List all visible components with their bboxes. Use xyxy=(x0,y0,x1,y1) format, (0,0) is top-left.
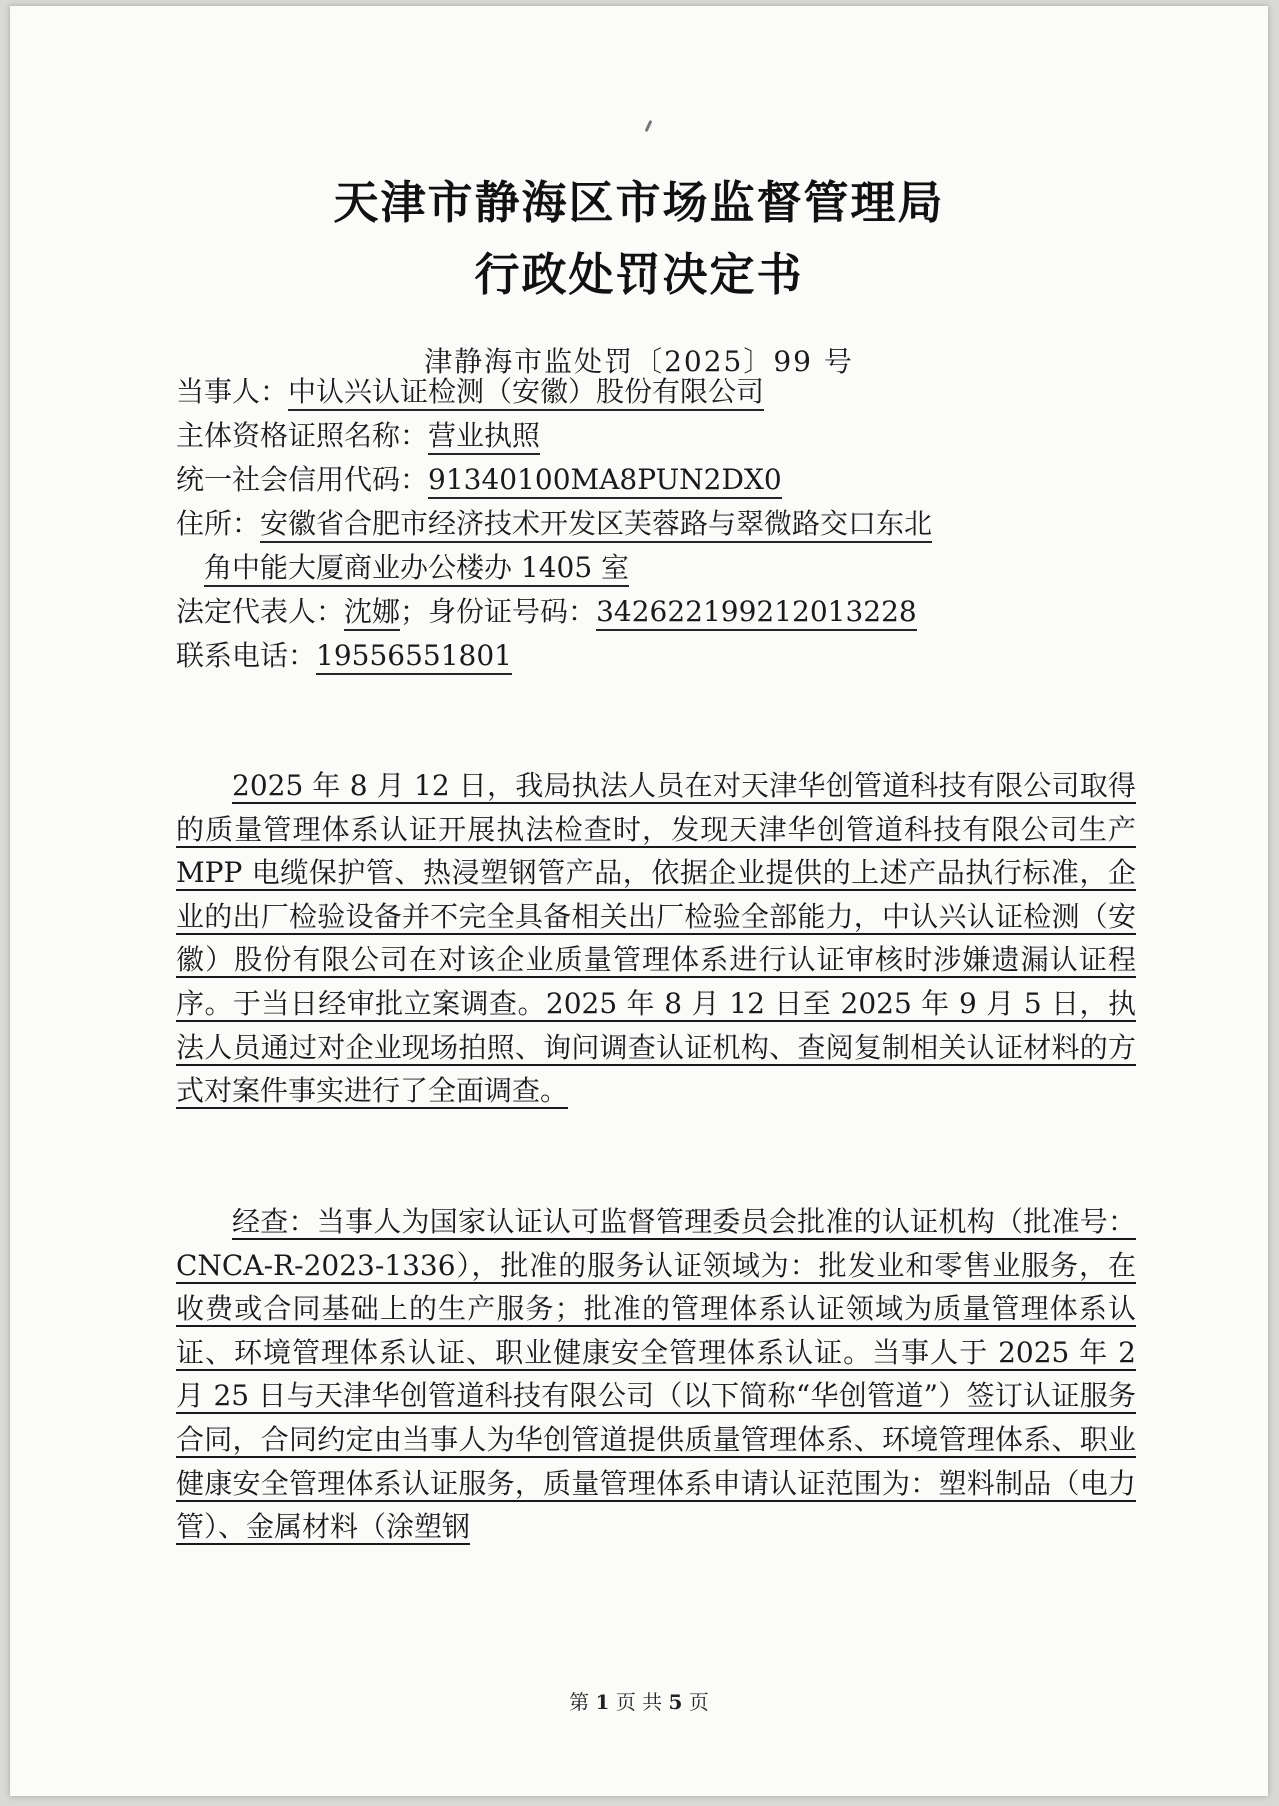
party-name-label: 当事人： xyxy=(176,375,289,408)
id-label: 身份证号码： xyxy=(428,595,597,628)
page-prefix: 第 xyxy=(569,1690,590,1714)
address-row xyxy=(176,502,1136,546)
address-line2: 角中能大厦商业办公楼办 1405 室 xyxy=(204,551,629,587)
address-row-continued xyxy=(176,546,1136,590)
credit-code-row xyxy=(176,458,1136,502)
rep-label: 法定代表人： xyxy=(176,595,345,628)
agency-title: 天津市静海区市场监督管理局 xyxy=(333,176,945,229)
paragraph-investigation xyxy=(176,1200,1136,1549)
representative-row xyxy=(176,590,1136,634)
address-line1: 安徽省合肥市经济技术开发区芙蓉路与翠微路交口东北 xyxy=(260,507,932,543)
document-page xyxy=(10,6,1268,1796)
phone-label: 联系电话： xyxy=(176,639,317,672)
credit-code: 91340100MA8PUN2DX0 xyxy=(428,463,782,499)
credit-code-label: 统一社会信用代码： xyxy=(176,463,429,496)
phone-row xyxy=(176,634,1136,678)
document-number: 津静海市监处罚〔2025〕99 号 xyxy=(424,345,854,378)
license-name: 营业执照 xyxy=(428,419,540,455)
current-page: 1 xyxy=(595,1690,610,1714)
page-middle: 页 共 xyxy=(615,1690,663,1714)
page-suffix: 页 xyxy=(688,1690,709,1714)
total-pages: 5 xyxy=(668,1690,683,1714)
license-label: 主体资格证照名称： xyxy=(176,419,429,452)
document-type-title: 行政处罚决定书 xyxy=(474,248,804,301)
rep-separator: ； xyxy=(400,595,429,628)
page-number xyxy=(10,1686,1268,1715)
paragraph-2-text: 经查：当事人为国家认证认可监督管理委员会批准的认证机构（批准号：CNCA-R-2023-1336），批准的服务认证领域为：批发业和零售业服务，在收费或合同基础上的生产服务；批准的管理体系认证领域为质量管理体系认证、环境管理体系认证、职业健康安全管理体系认证。当事人于 2025 年 2 月 25 日与天津华创管道科技有限公司（以下简称“华创管道”）签订认证服务合同，合同约定由当事人为华创管道提供质量管理体系、环境管理体系、职业健康安全管理体系认证服务，质量管理体系申请认证范围为：塑料制品（电力管）、金属材料（涂塑钢 xyxy=(176,1205,1136,1544)
phone-number: 19556551801 xyxy=(316,639,512,675)
license-row xyxy=(176,414,1136,458)
rep-name: 沈娜 xyxy=(344,595,400,631)
party-name-row xyxy=(176,370,1136,414)
address-label: 住所： xyxy=(176,507,261,540)
id-number: 342622199212013228 xyxy=(596,595,917,631)
party-info xyxy=(176,370,1136,678)
paragraph-1-text: 2025 年 8 月 12 日，我局执法人员在对天津华创管道科技有限公司取得的质量管理体系认证开展执法检查时，发现天津华创管道科技有限公司生产 MPP 电缆保护管、热浸塑钢管产品，依据企业提供的上述产品执行标准，企业的出厂检验设备并不完全具备相关出厂检验全部能力，中认兴认证检测（安徽）股份有限公司在对该企业质量管理体系进行认证审核时涉嫌遗漏认证程序。于当日经审批立案调查。2025 年 8 月 12 日至 2025 年 9 月 5 日，执法人员通过对企业现场拍照、询问调查认证机构、查阅复制相关认证材料的方式对案件事实进行了全面调查。 xyxy=(176,769,1136,1108)
party-name: 中认兴认证检测（安徽）股份有限公司 xyxy=(288,375,764,411)
scan-mark xyxy=(645,120,653,132)
paragraph-case-origin xyxy=(176,764,1136,1113)
